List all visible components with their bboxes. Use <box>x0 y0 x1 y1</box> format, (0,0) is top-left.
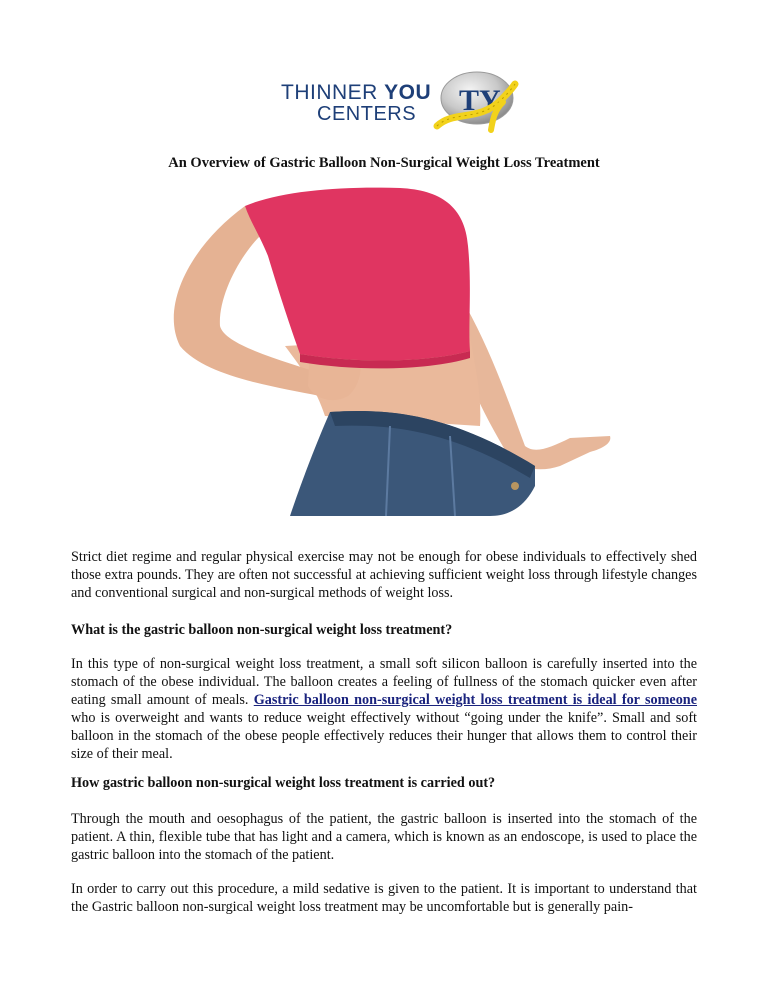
woman-measuring-tape-jeans-image <box>150 186 620 516</box>
sedative-paragraph: In order to carry out this procedure, a mild sedative is given to the patient. It is important to understand that the Gastric balloon non-surgical weight loss treatment may be uncomfortable but is generally pain- <box>71 881 697 915</box>
paragraph-text: who is overweight and wants to reduce weight effectively without “going under the knife”. Small and soft balloon in the stomach of the obese people effectively reduces their hunger that allows them to control their size of their meal. <box>71 710 697 762</box>
section-heading-how-carried-out: How gastric balloon non-surgical weight loss treatment is carried out? <box>71 775 496 791</box>
procedure-paragraph: Through the mouth and oesophagus of the patient, the gastric balloon is inserted into the stomach of the patient. A thin, flexible tube that has light and a camera, which is known as an endoscope, is used to place the gastric balloon into the stomach of the patient. <box>71 811 697 863</box>
thinner-you-centers-logo <box>281 70 516 136</box>
ty-monogram-icon <box>429 70 519 136</box>
logo-monogram-text: TY <box>459 84 501 117</box>
treatment-description-paragraph <box>71 655 697 763</box>
intro-paragraph: Strict diet regime and regular physical exercise may not be enough for obese individuals to effectively shed those extra pounds. They are often not successful at achieving sufficient weight loss through lifestyle changes and conventional surgical and non-surgical methods of weight loss. <box>71 549 697 601</box>
gastric-balloon-ideal-link[interactable]: Gastric balloon non-surgical weight loss treatment is ideal for someone <box>253 692 697 708</box>
logo-text-you: YOU <box>384 81 432 104</box>
logo-wordmark <box>281 82 431 125</box>
logo-text-centers: CENTERS <box>317 103 417 125</box>
document-title: An Overview of Gastric Balloon Non-Surgical Weight Loss Treatment <box>168 155 600 171</box>
logo-text-thinner: THINNER <box>281 81 385 104</box>
paragraph-text: In this type of non-surgical weight loss treatment, a small soft silicon balloon is carefully inserted into the stomach of the obese individual. The balloon creates a feeling of fullness of the stomach quicker even after eating small amount of meals. <box>71 656 697 708</box>
section-heading-what-is: What is the gastric balloon non-surgical weight loss treatment? <box>71 622 453 638</box>
